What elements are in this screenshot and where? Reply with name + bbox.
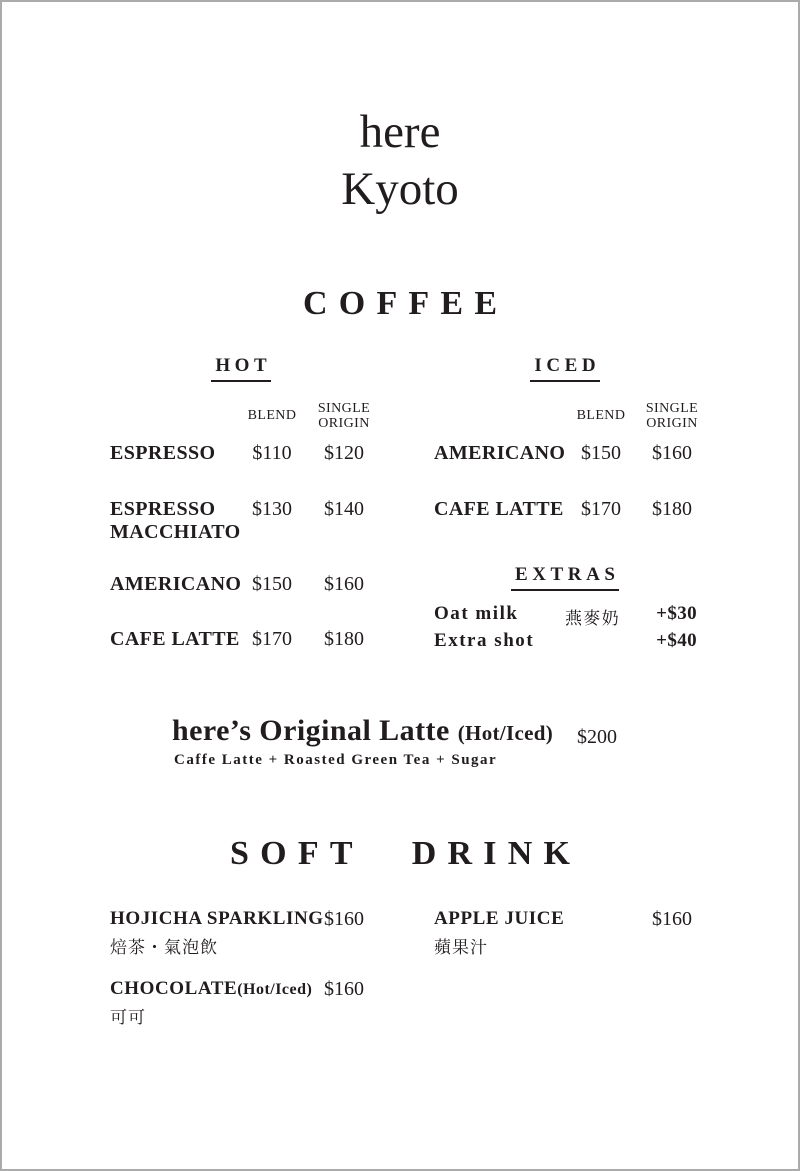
original-latte-suffix: (Hot/Iced)	[457, 721, 554, 745]
soft-item-price: $160	[324, 978, 364, 1000]
original-latte-price: $200	[577, 726, 617, 748]
iced-col-single-origin: SINGLE ORIGIN	[645, 401, 699, 431]
soft-item-name-zh: 焙茶・氣泡飲	[110, 938, 219, 957]
iced-item-name: CAFE LATTE	[434, 498, 564, 520]
extras-item-price: +$30	[656, 603, 697, 624]
hot-item-blend-price: $110	[252, 442, 292, 464]
brand-logo	[2, 104, 798, 218]
extras-item-name-zh: 燕麥奶	[565, 609, 621, 628]
hot-item-single-price: $180	[324, 628, 364, 650]
soft-drink-section-title: SOFT DRINK	[230, 835, 582, 872]
original-latte-name: here’s Original Latte	[172, 714, 450, 747]
iced-header-label: ICED	[530, 355, 600, 382]
hot-item-name: ESPRESSO	[110, 442, 216, 464]
original-latte-description: Caffe Latte + Roasted Green Tea + Sugar	[174, 752, 498, 768]
hot-header-label: HOT	[211, 355, 271, 382]
hot-col-single-origin: SINGLE ORIGIN	[317, 401, 371, 431]
iced-header	[432, 355, 698, 382]
hot-col-blend: BLEND	[247, 408, 297, 423]
iced-item-blend-price: $150	[581, 442, 621, 464]
soft-item-name: APPLE JUICE	[434, 908, 565, 929]
iced-item-single-price: $160	[652, 442, 692, 464]
brand-line2: Kyoto	[341, 163, 459, 215]
hot-item-blend-price: $130	[252, 498, 292, 520]
soft-item-name-zh: 可可	[110, 1008, 147, 1027]
hot-item-single-price: $160	[324, 573, 364, 595]
iced-item-single-price: $180	[652, 498, 692, 520]
soft-item-name: CHOCOLATE	[110, 978, 238, 999]
extras-item-name: Extra shot	[434, 630, 535, 651]
hot-header	[110, 355, 372, 382]
soft-item-name: HOJICHA SPARKLING	[110, 908, 324, 929]
hot-item-name: CAFE LATTE	[110, 628, 240, 650]
hot-item-blend-price: $170	[252, 628, 292, 650]
soft-item-name-zh: 蘋果汁	[434, 938, 489, 957]
brand-line1: here	[359, 106, 441, 158]
extras-header-label: EXTRAS	[511, 564, 620, 591]
iced-item-name: AMERICANO	[434, 442, 566, 464]
soft-item-suffix: (Hot/Iced)	[237, 981, 313, 998]
hot-item-blend-price: $150	[252, 573, 292, 595]
original-latte-title	[172, 714, 572, 748]
extras-item-name: Oat milk	[434, 603, 519, 624]
extras-item-price: +$40	[656, 630, 697, 651]
extras-header	[432, 564, 698, 591]
soft-item-title	[110, 978, 312, 1000]
coffee-section-title: COFFEE	[303, 285, 509, 322]
hot-item-name: ESPRESSO MACCHIATO	[110, 498, 241, 543]
soft-item-price: $160	[324, 908, 364, 930]
soft-item-price: $160	[652, 908, 692, 930]
hot-item-name: AMERICANO	[110, 573, 242, 595]
iced-item-blend-price: $170	[581, 498, 621, 520]
iced-col-blend: BLEND	[576, 408, 626, 423]
hot-item-single-price: $140	[324, 498, 364, 520]
hot-item-single-price: $120	[324, 442, 364, 464]
